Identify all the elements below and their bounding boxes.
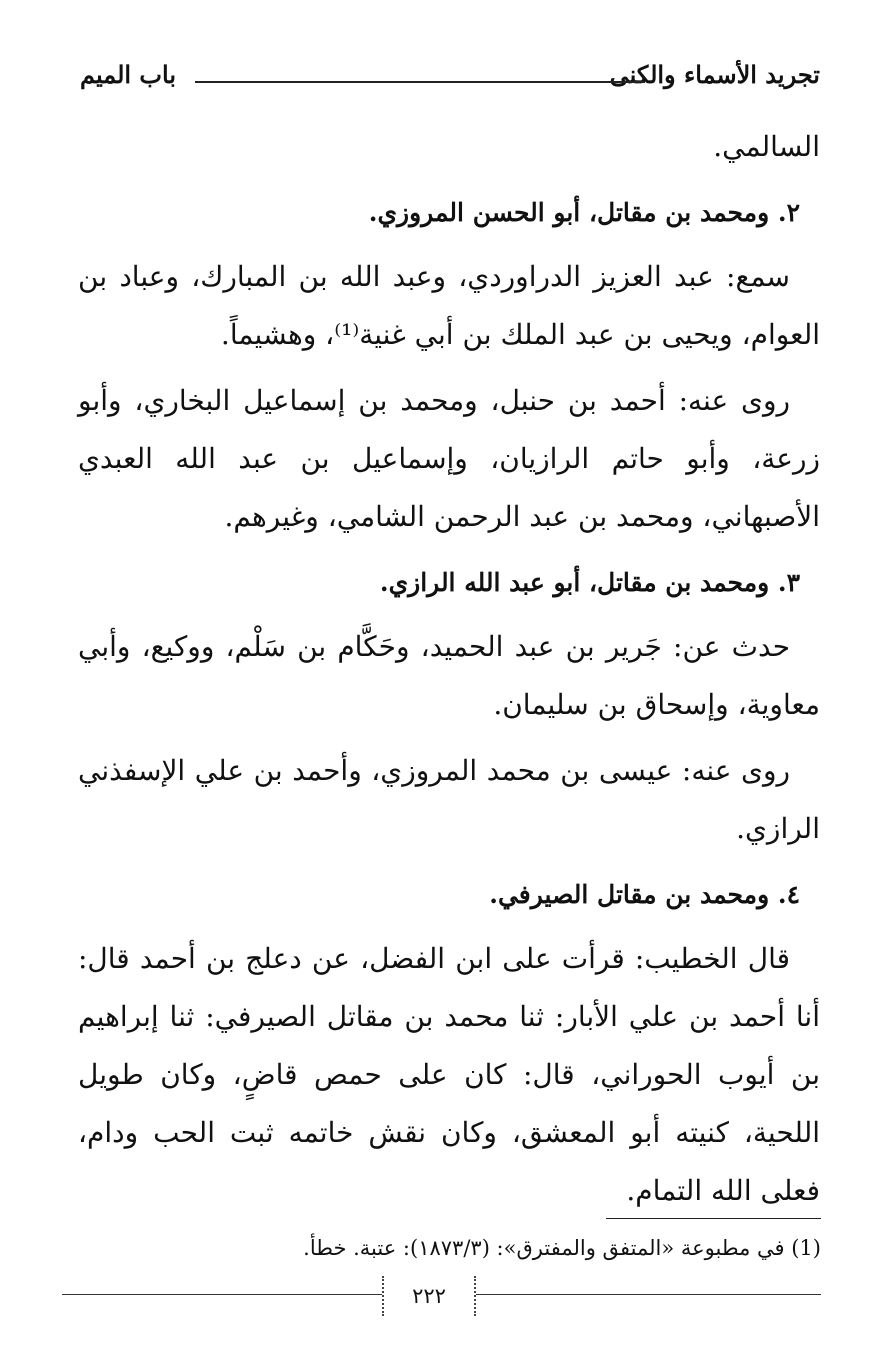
continuation-text: السالمي. [713,130,820,163]
footer-rule-right [476,1294,821,1295]
entry-heading: ٤. ومحمد بن مقاتل الصيرفي. [489,880,800,909]
entry-paragraph: حدث عن: جَرير بن عبد الحميد، وحَكَّام بن سَلْم، ووكيع، وأبي معاوية، وإسحاق بن سليمان. [78,630,820,721]
entry-paragraph: سمع: عبد العزيز الدراوردي، وعبد الله بن المبارك، وعباد بن العوام، ويحيى بن عبد الملك بن أبي غنية⁽¹⁾، وهشيماً. [78,260,820,351]
footnote-separator [606,1218,821,1219]
footnote: (1) في مطبوعة «المتفق والمفترق»: (١٨٧٣/٣): عتبة. خطأ. [303,1236,821,1260]
entry-paragraph: روى عنه: أحمد بن حنبل، ومحمد بن إسماعيل البخاري، وأبو زرعة، وأبو حاتم الرازيان، وإسماعيل بن عبد الله العبدي الأصبهاني، ومحمد بن عبد الرحمن الشامي، وغيرهم. [78,384,820,533]
running-header [80,58,820,98]
chapter-title: باب الميم [80,60,177,89]
entry-paragraph: قال الخطيب: قرأت على ابن الفضل، عن دعلج بن أحمد قال: أنا أحمد بن علي الأبار: ثنا محمد بن مقاتل الصيرفي: ثنا إبراهيم بن أيوب الحوراني، قال: كان على حمص قاضٍ، وكان طويل اللحية، كنيته أبو المعشق، وكان نقش خاتمه ثبت الحب ودام، فعلى الله التمام. [78,942,820,1207]
book-title: تجريد الأسماء والكنى [609,60,820,89]
entry-paragraph: روى عنه: عيسى بن محمد المروزي، وأحمد بن علي الإسفذني الرازي. [78,754,820,845]
entry-heading: ٢. ومحمد بن مقاتل، أبو الحسن المروزي. [368,198,800,227]
entry-heading: ٣. ومحمد بن مقاتل، أبو عبد الله الرازي. [379,568,800,597]
footer-rule-left [62,1294,382,1295]
page-number: ٢٢٢ [382,1276,476,1316]
header-rule [195,81,645,83]
page-body [78,118,820,1228]
